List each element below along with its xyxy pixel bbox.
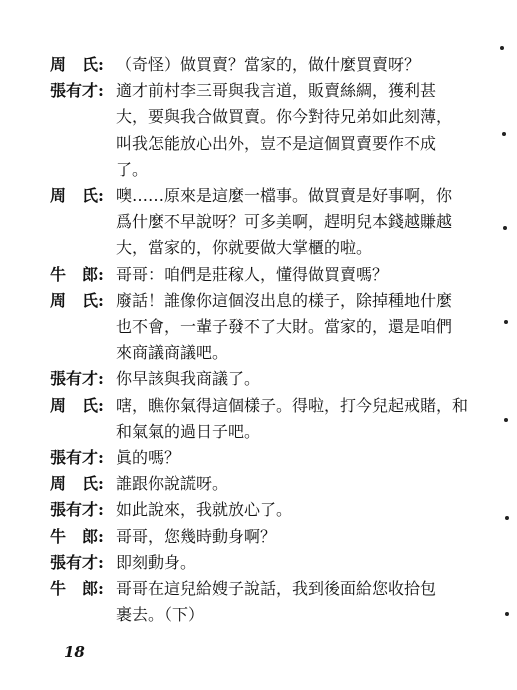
binding-mark: [502, 132, 506, 136]
dialogue-text: 你早該與我商議了。: [116, 369, 261, 389]
binding-mark: [505, 516, 509, 520]
speaker-name: 張有才:: [50, 369, 104, 389]
script-line: [0, 366, 517, 392]
script-line: [0, 262, 517, 288]
dialogue-text: 適才前村李三哥與我言道，販賣絲綢，獲利甚: [116, 81, 437, 101]
script-line: [0, 471, 517, 497]
dialogue-text: 大，要與我合做買賣。你今對待兄弟如此刻薄，: [116, 107, 453, 127]
script-line: [0, 78, 517, 104]
dialogue-text: （奇怪）做買賣？當家的，做什麼買賣呀？: [116, 55, 421, 74]
dialogue-text: 誰跟你說謊呀。: [116, 474, 229, 494]
dialogue-text: 來商議商議吧。: [116, 343, 229, 363]
speaker-name: 周 氏:: [50, 395, 104, 415]
binding-mark: [500, 46, 504, 50]
script-line: [0, 602, 517, 628]
script-line: [0, 576, 517, 602]
speaker-name: 周 氏:: [50, 474, 104, 494]
binding-mark: [503, 226, 507, 230]
script-line: [0, 52, 517, 78]
dialogue-text: 哥哥在這兒給嫂子說話，我到後面給您收拾包: [116, 579, 437, 598]
binding-mark: [505, 612, 509, 616]
speaker-name: 牛 郎:: [50, 579, 104, 598]
script-line: [0, 340, 517, 366]
script-line: [0, 209, 517, 235]
dialogue-text: 叫我怎能放心出外，豈不是這個買賣要作不成: [116, 133, 437, 153]
binding-mark: [504, 418, 508, 422]
dialogue-text: 嗐，瞧你氣得這個樣子。得啦，打今兒起戒賭，和: [116, 395, 468, 415]
script-line: [0, 235, 517, 261]
dialogue-text: 如此說來，我就放心了。: [116, 500, 293, 520]
dialogue-text: 哥哥，您幾時動身啊？: [116, 526, 277, 546]
script-line: [0, 183, 517, 209]
dialogue-text: 了。: [116, 159, 149, 179]
speaker-name: 牛 郎:: [50, 526, 104, 546]
dialogue-text: 眞的嗎？: [116, 448, 181, 467]
script-line: [0, 497, 517, 523]
dialogue-text: 哥哥：咱們是莊稼人，懂得做買賣嗎？: [116, 264, 389, 284]
speaker-name: 周 氏:: [50, 55, 104, 74]
dialogue-text: 爲什麼不早說呀？可多美啊，趕明兒本錢越賺越: [116, 212, 453, 232]
script-line: [0, 288, 517, 314]
binding-mark: [504, 320, 508, 324]
script-line: [0, 393, 517, 419]
dialogue-text: 也不會，一輩子發不了大財。當家的，還是咱們: [116, 317, 453, 336]
script-line: [0, 419, 517, 445]
script-line: [0, 524, 517, 550]
dialogue-text: 廢話！誰像你這個沒出息的樣子，除掉種地什麼: [116, 290, 453, 310]
script-line: [0, 314, 517, 340]
dialogue-text: 裹去。（下）: [116, 605, 205, 625]
script-line: [0, 157, 517, 183]
speaker-name: 牛 郎:: [50, 264, 104, 284]
speaker-name: 張有才:: [50, 552, 104, 572]
script-line: [0, 550, 517, 576]
script-line: [0, 104, 517, 130]
dialogue-text: 即刻動身。: [116, 552, 197, 572]
speaker-name: 張有才:: [50, 500, 104, 520]
dialogue-text: 大，當家的，你就要做大掌櫃的啦。: [116, 238, 373, 258]
dialogue-text: 噢……原來是這麼一檔事。做買賣是好事啊，你: [116, 186, 453, 205]
page-number: 18: [64, 643, 85, 661]
script-line: [0, 445, 517, 471]
speaker-name: 張有才:: [50, 81, 104, 101]
speaker-name: 周 氏:: [50, 186, 104, 205]
script-line: [0, 131, 517, 157]
dialogue-text: 和氣氣的過日子吧。: [116, 421, 261, 441]
speaker-name: 周 氏:: [50, 290, 104, 310]
speaker-name: 張有才:: [50, 448, 104, 467]
